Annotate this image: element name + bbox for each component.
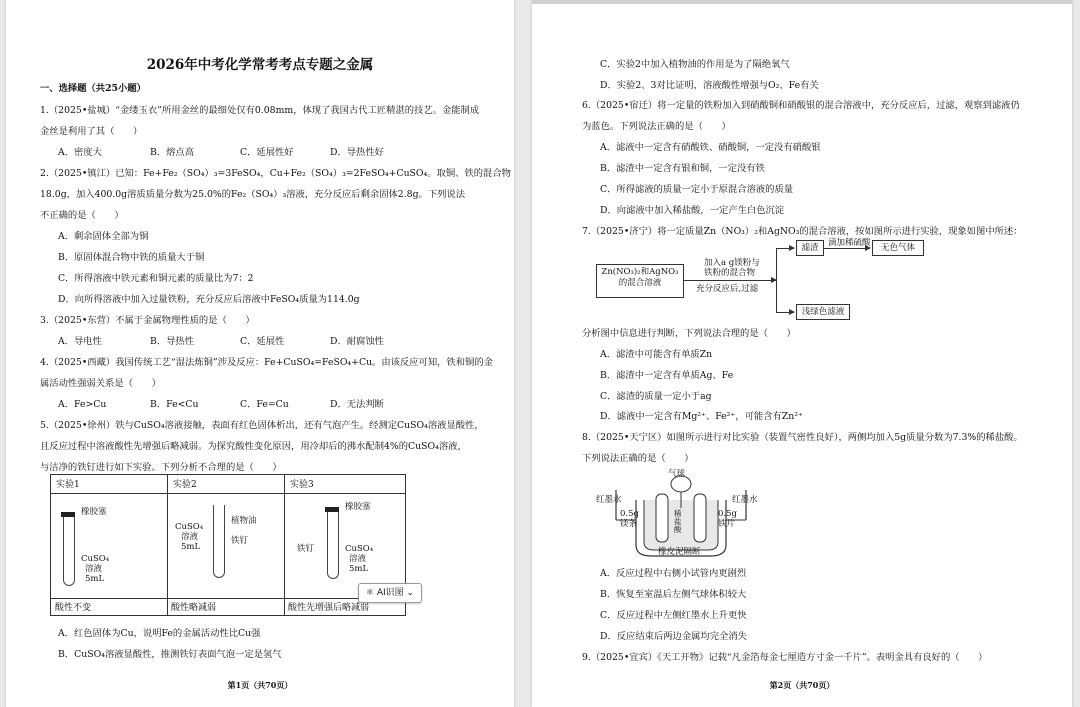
option: C．滤渣的质量一定小于ag bbox=[600, 391, 712, 402]
option: B．滤渣中一定含有单质Ag、Fe bbox=[600, 370, 734, 381]
table-header: 实验2 bbox=[173, 480, 197, 490]
table-header: 实验1 bbox=[56, 480, 80, 490]
question-5-line-3: 与洁净的铁钉进行如下实验。下列分析不合理的是（ ） bbox=[40, 462, 282, 473]
page-footer: 第1页（共70页） bbox=[227, 680, 293, 690]
gas-box: 无色气体 bbox=[872, 240, 924, 256]
option: D．反应结束后两边金属均完全消失 bbox=[600, 631, 747, 642]
label: 5mL bbox=[85, 574, 105, 584]
document-page-1 bbox=[6, 0, 514, 707]
page-title: 2026年中考化学常考考点专题之金属 bbox=[146, 57, 374, 73]
label: 植物油 bbox=[231, 516, 257, 526]
arrow bbox=[684, 280, 776, 281]
question-4-line-1: 4.（2025•西藏）我国传统工艺“湿法炼铜”涉及反应：Fe+CuSO₄=FeSO₄+Cu。由该反应可知，铁和铜的金 bbox=[40, 357, 493, 368]
test-tube bbox=[327, 512, 339, 579]
test-tube bbox=[63, 517, 75, 586]
option: D．向所得溶液中加入过量铁粉，充分反应后溶液中FeSO₄质量为114.0g bbox=[58, 294, 360, 305]
option: C．延展性好 bbox=[240, 147, 294, 158]
question-1-line-1: 1.（2025•盐城）“金缕玉衣”所用金丝的最细处仅有0.08mm，体现了我国古代工匠精湛的技艺。金能制成 bbox=[40, 105, 480, 116]
label: 溶液 bbox=[349, 554, 367, 564]
label: 溶液 bbox=[181, 532, 199, 542]
option: A．Fe>Cu bbox=[58, 399, 107, 410]
option: B．滤渣中一定含有银和铜，一定没有铁 bbox=[600, 163, 765, 174]
split-line bbox=[776, 248, 777, 313]
question-5-line-2: 且反应过程中溶液酸性先增强后略减弱。为探究酸性变化原因，用冷却后的沸水配制4%的CuSO₄溶液， bbox=[40, 441, 467, 452]
option: D．无法判断 bbox=[330, 399, 384, 410]
option: C．所得滤液的质量一定小于原混合溶液的质量 bbox=[600, 184, 794, 195]
option: A．导电性 bbox=[58, 336, 102, 347]
option: B．原固体混合物中铁的质量大于铜 bbox=[58, 252, 205, 263]
option: C．所得溶液中铁元素和铜元素的质量比为7：2 bbox=[58, 273, 254, 284]
option: C．延展性 bbox=[240, 336, 285, 347]
option: B．CuSO₄溶液显酸性，推测铁钉表面气泡一定是氢气 bbox=[58, 649, 282, 660]
flow-diagram: Zn(NO₃)₂和AgNO₃ 的混合溶液 加入a g镁粉与 铁粉的混合物 充分反应后,过滤 滤渣 滴加稀硫酸 无色气体 浅绿色滤液 bbox=[596, 240, 926, 324]
option: C．实验2中加入植物油的作用是为了隔绝氧气 bbox=[600, 59, 790, 70]
option: A．红色固体为Cu，说明Fe的金属活动性比Cu强 bbox=[58, 628, 261, 639]
experiment-table bbox=[50, 474, 406, 616]
residue-box: 滤渣 bbox=[796, 240, 824, 256]
question-7-line-1: 7.（2025•济宁）将一定质量Zn（NO₃）₂和AgNO₃的混合溶液，按如图所示进行实验，现象如图中所述： bbox=[582, 226, 1023, 237]
start-solution-box: Zn(NO₃)₂和AgNO₃ 的混合溶液 bbox=[596, 264, 684, 298]
question-6-line-1: 6.（2025•宿迁）将一定量的铁粉加入到硝酸铜和硝酸银的混合溶液中，充分反应后，过滤，观察到滤液仍 bbox=[582, 100, 1020, 111]
question-2-line-1: 2.（2025•镇江）已知：Fe+Fe₂（SO₄）₃=3FeSO₄，Cu+Fe₂（SO₄）₃=2FeSO₄+CuSO₄。取铜、铁的混合物 bbox=[40, 168, 511, 179]
ai-icon: ⚛ bbox=[365, 588, 377, 598]
question-2-line-3: 不正确的是（ ） bbox=[40, 210, 124, 221]
question-3-line-1: 3.（2025•东营）不属于金属物理性质的是（ ） bbox=[40, 315, 255, 326]
option: B．熔点高 bbox=[150, 147, 195, 158]
option: A．剩余固体全部为铜 bbox=[58, 231, 149, 242]
test-tube bbox=[213, 505, 225, 578]
question-1-line-2: 金丝是利用了其（ ） bbox=[40, 126, 143, 137]
question-5-line-1: 5.（2025•徐州）铁与CuSO₄溶液接触，表面有红色固体析出，还有气泡产生。经测定CuSO₄溶液显酸性， bbox=[40, 420, 484, 431]
label: CuSO₄ bbox=[175, 522, 204, 532]
label: 橡胶塞 bbox=[345, 502, 371, 512]
ai-image-recognition-button[interactable]: ⚛ AI识图 ⌄ bbox=[358, 583, 422, 603]
option: B．Fe<Cu bbox=[150, 399, 199, 410]
label: 铁钉 bbox=[231, 536, 249, 546]
label: 橡胶塞 bbox=[81, 507, 107, 517]
table-header: 实验3 bbox=[290, 480, 314, 490]
option: D．导热性好 bbox=[330, 147, 384, 158]
option: A．滤液中一定含有硝酸铁、硝酸铜，一定没有硝酸银 bbox=[600, 142, 821, 153]
arrow bbox=[776, 312, 794, 313]
label: CuSO₄ bbox=[345, 544, 374, 554]
table-footer: 酸性略减弱 bbox=[171, 602, 217, 613]
option: C．Fe=Cu bbox=[240, 399, 289, 410]
table-footer: 酸性不变 bbox=[55, 602, 92, 613]
question-7-line-2: 分析图中信息进行判断，下列说法合理的是（ ） bbox=[582, 328, 796, 339]
label: CuSO₄ bbox=[81, 554, 110, 564]
filtrate-box: 浅绿色滤液 bbox=[796, 304, 850, 320]
question-9-line-1: 9.（2025•宜宾）《天工开物》记载“凡金箔每金七厘造方寸金一千片”。表明金具有良好的（ ） bbox=[582, 652, 988, 663]
question-4-line-2: 属活动性强弱关系是（ ） bbox=[40, 378, 161, 389]
apparatus-diagram: 气球 红墨水 红墨水 0.5g 镁条 稀盐酸 0.5g 铁片 橡皮泥隔断 bbox=[596, 470, 766, 562]
question-2-line-2: 18.0g，加入400.0g溶质质量分数为25.0%的Fe₂（SO₄）₃溶液，充分反应后剩余固体2.8g。下列说法 bbox=[40, 189, 466, 200]
option: B．导热性 bbox=[150, 336, 195, 347]
question-8-line-2: 下列说法正确的是（ ） bbox=[582, 453, 694, 464]
chevron-down-icon: ⌄ bbox=[403, 588, 415, 598]
table-footer: 酸性先增强后略减弱 bbox=[288, 602, 370, 613]
label: 5mL bbox=[181, 542, 201, 552]
arrow bbox=[824, 248, 870, 249]
option: C．反应过程中左侧红墨水上升更快 bbox=[600, 610, 747, 621]
section-heading: 一、选择题（共25小题） bbox=[40, 83, 146, 94]
option: A．滤渣中可能含有单质Zn bbox=[600, 349, 713, 360]
label: 5mL bbox=[349, 564, 369, 574]
arrow bbox=[776, 248, 794, 249]
option: B．恢复至室温后左侧气球体积较大 bbox=[600, 589, 747, 600]
label: 铁钉 bbox=[297, 544, 315, 554]
option: D．滤液中一定含有Mg²⁺、Fe²⁺，可能含有Zn²⁺ bbox=[600, 411, 803, 422]
option: D．实验2、3对比证明，溶液酸性增强与O₂、Fe有关 bbox=[600, 80, 819, 91]
label: 溶液 bbox=[85, 564, 103, 574]
page-footer: 第2页（共70页） bbox=[769, 680, 835, 690]
option: D．向滤液中加入稀盐酸，一定产生白色沉淀 bbox=[600, 205, 785, 216]
option: D．耐腐蚀性 bbox=[330, 336, 384, 347]
option: A．密度大 bbox=[58, 147, 102, 158]
option: A．反应过程中右侧小试管内更剧烈 bbox=[600, 568, 747, 579]
question-8-line-1: 8.（2025•天宁区）如图所示进行对比实验（装置气密性良好），两侧均加入5g质量分数为7.3%的稀盐酸。 bbox=[582, 432, 1023, 443]
document-page-2 bbox=[532, 0, 1072, 707]
question-6-line-2: 为蓝色。下列说法正确的是（ ） bbox=[582, 121, 731, 132]
